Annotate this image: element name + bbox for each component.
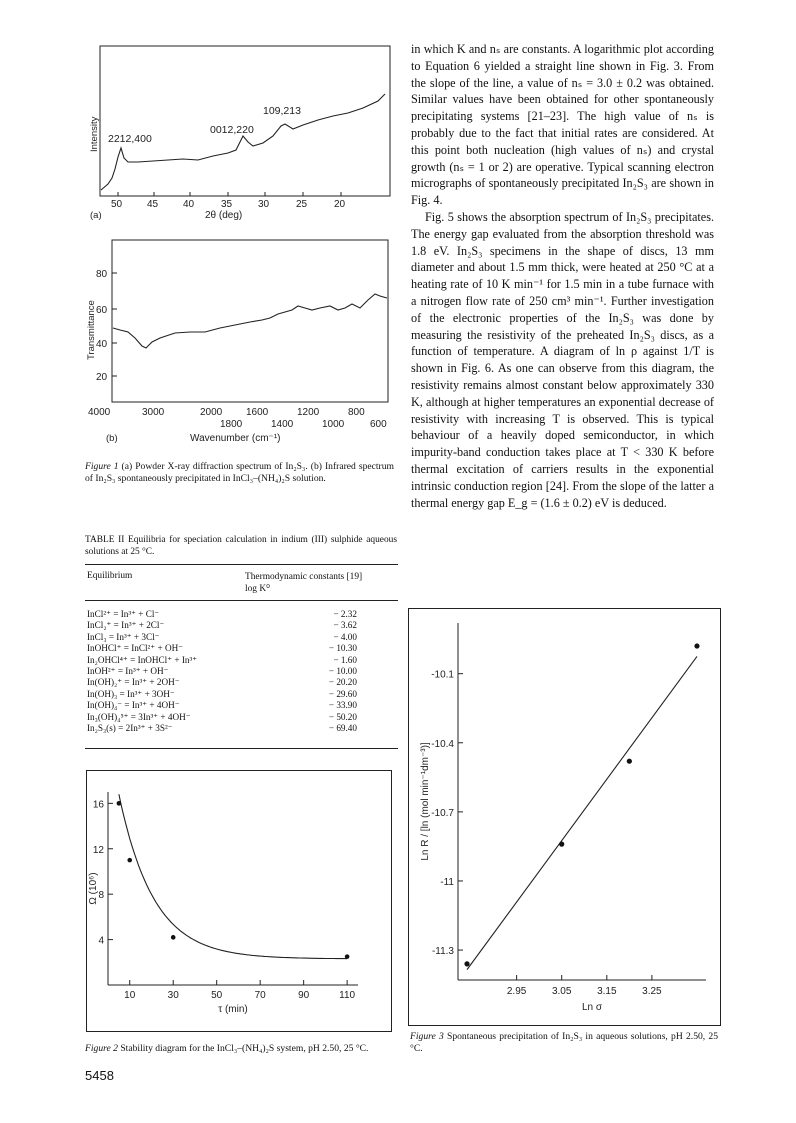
fit-line [467,656,697,969]
x-tick-label: 110 [339,990,356,1001]
table-header-equilibrium: Equilibrium [87,571,133,581]
xrd-xtick: 20 [334,199,346,210]
equilibrium-cell: In(OH)₃ = In³⁺ + 3OH⁻ [87,688,175,699]
logk-cell: − 1.60 [333,654,357,665]
xrd-peak-label: 109,213 [263,105,301,117]
logk-cell: − 4.00 [333,631,357,642]
ir-ylabel: Transmittance [86,300,97,360]
x-tick-label: 70 [254,990,266,1001]
y-tick-label: -11.3 [431,946,454,958]
ir-xlabel: Wavenumber (cm⁻¹) [190,433,281,444]
table-row [87,643,357,654]
x-tick-label: 30 [167,990,179,1001]
y-tick-label: -11 [440,876,454,888]
ir-xtick: 600 [370,419,387,430]
equilibrium-cell: In₃(OH)₄⁵⁺ = 3In³⁺ + 4OH⁻ [87,711,191,722]
table-row [87,689,357,700]
ir-x-axis [88,407,387,430]
logk-cell: − 33.90 [328,700,357,711]
xrd-xtick: 50 [111,199,123,210]
figure1a-xrd-chart [88,44,398,220]
y-tick-label: 12 [92,844,104,856]
x-tick-label: 2.95 [506,986,527,997]
page-number: 5458 [85,1068,114,1083]
y-axis-label: Ln R / [ln (mol min⁻¹dm⁻³)] [420,742,431,861]
data-point [627,759,632,764]
ir-xtick: 3000 [142,407,165,418]
xrd-x-axis [111,192,346,210]
figure1b-ir-chart [80,236,400,446]
xrd-xtick: 35 [221,199,233,210]
equilibrium-cell: InOH²⁺ = In³⁺ + OH⁻ [87,666,169,677]
panel-b-tag: (b) [106,433,118,444]
data-point [345,954,350,959]
right-column-text [411,41,714,511]
y-tick-label: -10.1 [431,669,454,681]
table-row [87,723,357,734]
table-row [87,655,357,666]
logk-cell: − 69.40 [328,723,357,734]
xrd-peak-label: 0012,220 [210,124,254,136]
x-tick-label: 3.05 [551,986,572,997]
x-axis-label: τ (min) [218,1004,248,1015]
y-tick-label: 16 [92,799,104,811]
data-point [117,801,122,806]
logk-cell: − 29.60 [328,688,357,699]
table-row [87,700,357,711]
ir-y-axis [96,269,117,383]
figure2-caption [85,1043,394,1055]
equilibrium-cell: InCl²⁺ = In³⁺ + Cl⁻ [87,609,160,619]
xrd-xtick: 40 [183,199,195,210]
data-point [464,961,469,966]
figure1-caption-label: Figure 1 [85,461,119,472]
figure2-chart [86,770,392,1032]
logk-cell: − 10.30 [328,643,357,654]
y-tick-label: 8 [98,890,104,902]
data-point [694,643,699,648]
figure1-caption [85,461,394,485]
y-tick-label: -10.7 [431,807,454,819]
equilibria-table [87,609,357,734]
data-point [559,842,564,847]
table-row [87,677,357,688]
table-row [87,712,357,723]
logk-cell: − 50.20 [328,711,357,722]
paragraph-1: in which K and nₛ are constants. A logarithmic plot according to Equation 6 yielded a straight line shown in Fig. 3. From the slope of the line, a value of nₛ = 3.0 ± 0.2 was obtained. Similar values have been obtained for other spontaneously precipitating systems [21–23]. The high value of nₛ is probably due to the fact that initial rates are considered. At this point both nucleation (high values of nₛ) and crystal growth (nₛ = 1 or 2) are operative. Typical scanning electron micrographs of spontaneously precipitated In₂S₃ are shown in Fig. 4. [411,42,714,208]
table-row [87,609,357,620]
ir-xtick: 2000 [200,407,223,418]
paragraph-2: Fig. 5 shows the absorption spectrum of In₂S₃ precipitates. The energy gap evaluated from the absorption threshold was 1.8 eV. In₂S₃ specimens in the shape of discs, 13 mm diameter and about 1.5 mm thick, were heated at 250 °C at a heating rate of 10 K min⁻¹ for 1.5 min in a tube furnace with a nitrogen flow rate of 250 cm³ min⁻¹. Further investigation of the electronic properties of the In₂S₃ was done by measuring the resistivity of the preheated In₂S₃ discs, as a function of temperature. A diagram of ln ρ against 1/T is shown in Fig. 6. As one can observe from this diagram, the resistivity remains almost constant below approximately 330 K, although at higher temperatures an exponential decrease of resistivity with increasing T is observed. This is typical behaviour of a heavily doped semiconductor, in which impurity-band conduction takes place at T < 330 K before thermal excitation of carriers results in the exponential intrinsic conduction region [24]. From the slope of the latter a thermal energy gap E_g = (1.6 ± 0.2) eV is deduced. [411,209,714,510]
xrd-ylabel: Intensity [89,116,100,152]
figure3-caption-label: Figure 3 [410,1031,444,1042]
table-row [87,620,357,631]
figure3-caption-text: Spontaneous precipitation of In₂S₃ in aqueous solutions, pH 2.50, 25 °C. [410,1031,718,1054]
data-point [127,858,132,863]
x-tick-label: 90 [298,990,310,1001]
x-tick-label: 50 [211,990,223,1001]
xrd-xtick: 25 [296,199,308,210]
ir-xtick: 1200 [297,407,320,418]
equilibrium-cell: In₂S₃(s) = 2In³⁺ + 3S²⁻ [87,723,173,734]
figure2-caption-label: Figure 2 [85,1043,118,1054]
equilibrium-cell: InCl₃ = In³⁺ + 3Cl⁻ [87,631,160,642]
table-row [87,666,357,677]
xrd-xtick: 30 [258,199,270,210]
figure2-caption-text: Stability diagram for the InCl₃–(NH₄)₂S system, pH 2.50, 25 °C. [117,1043,369,1054]
logk-cell: − 20.20 [328,677,357,688]
figure1-caption-text: (a) Powder X-ray diffraction spectrum of In₂S₃. (b) Infrared spectrum of In₂S₃ spontaneously precipitated in InCl₃–(NH₄)₂S solution. [85,461,395,484]
ir-trace [113,294,387,348]
logk-cell: − 10.00 [328,666,357,677]
xrd-xtick: 45 [147,199,159,210]
ir-xtick: 1000 [322,419,345,430]
figure3-chart [408,608,721,1026]
equilibrium-cell: In₂OHCl⁴⁺ = InOHCl⁺ + In³⁺ [87,654,198,665]
panel-a-tag: (a) [90,210,102,220]
table-rule-mid [85,600,398,601]
table-header-constants [245,571,362,595]
y-tick-label: -10.4 [431,738,454,750]
logk-cell: − 2.32 [333,609,357,619]
x-tick-label: 3.15 [597,986,617,997]
ir-xtick: 1600 [246,407,269,418]
table-rule-bottom [85,748,398,749]
x-axis-label: Ln σ [581,1002,603,1013]
table-rule-top [85,564,398,565]
logk-cell: − 3.62 [333,620,357,631]
table-header-constants-line2: log K⁰ [245,584,270,594]
x-tick-label: 3.25 [642,986,662,997]
ir-xtick: 800 [348,407,365,418]
ir-xtick: 1400 [271,419,294,430]
fit-curve [119,794,347,958]
xrd-xlabel: 2θ (deg) [205,210,243,220]
table-header-constants-line1: Thermodynamic constants [19] [245,572,363,582]
xrd-peak-label: 2212,400 [108,133,152,145]
y-tick-label: 4 [98,935,104,947]
ir-ytick: 20 [96,372,108,383]
ir-ytick: 40 [96,339,108,350]
y-axis-label: Ω (10⁶) [88,872,99,905]
table-title: TABLE II Equilibria for speciation calculation in indium (III) sulphide aqueous solutions at 25 °C. [85,535,397,557]
ir-xtick: 1800 [220,419,243,430]
x-tick-label: 10 [124,990,136,1001]
table-row [87,632,357,643]
equilibrium-cell: InCl₂⁺ = In³⁺ + 2Cl⁻ [87,620,165,631]
equilibrium-cell: InOHCl⁺ = InCl²⁺ + OH⁻ [87,643,184,654]
figure3-caption [410,1031,718,1055]
ir-ytick: 60 [96,305,108,316]
ir-ytick: 80 [96,269,108,280]
data-point [171,935,176,940]
equilibrium-cell: In(OH)₂⁺ = In³⁺ + 2OH⁻ [87,677,180,688]
equilibrium-cell: In(OH)₄⁻ = In³⁺ + 4OH⁻ [87,700,180,711]
ir-xtick: 4000 [88,407,111,418]
